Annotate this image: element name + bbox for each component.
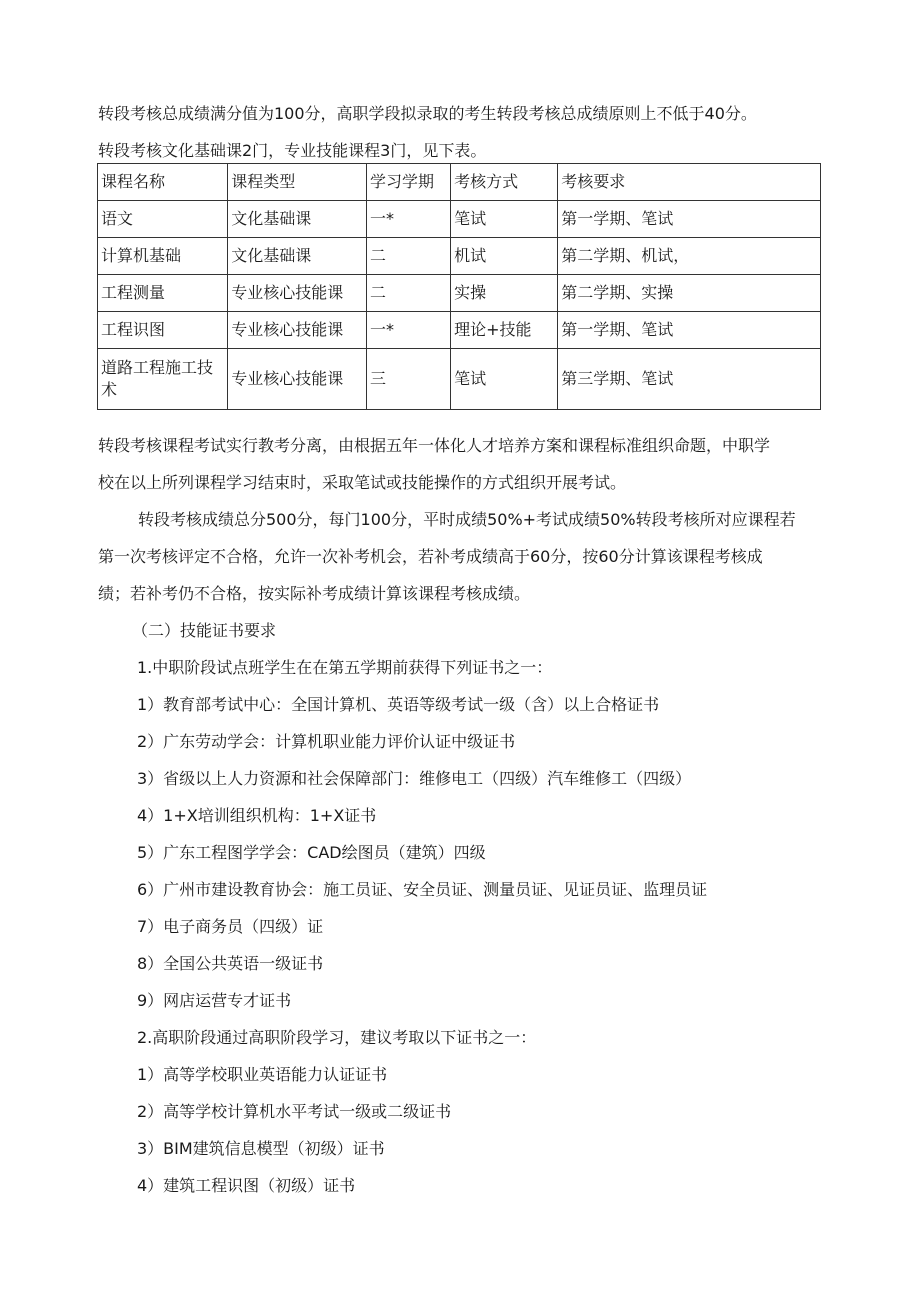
list-item: 9）网店运营专才证书 bbox=[137, 991, 292, 1010]
table-cell: 一* bbox=[367, 201, 451, 238]
table-cell: 理论+技能 bbox=[451, 312, 558, 349]
higher-cert-heading: 2.高职阶段通过高职阶段学习，建议考取以下证书之一： bbox=[137, 1028, 537, 1047]
table-cell: 工程测量 bbox=[98, 275, 228, 312]
list-item: 2）广东劳动学会：计算机职业能力评价认证中级证书 bbox=[137, 732, 516, 751]
list-item: 4）建筑工程识图（初级）证书 bbox=[137, 1176, 356, 1195]
table-cell: 计算机基础 bbox=[98, 238, 228, 275]
table-cell: 笔试 bbox=[451, 201, 558, 238]
table-cell: 二 bbox=[367, 275, 451, 312]
table-cell: 文化基础课 bbox=[228, 238, 367, 275]
table-cell: 三 bbox=[367, 349, 451, 410]
score-paragraph-line-1: 转段考核成绩总分500分，每门100分，平时成绩50%+考试成绩50%转段考核所对应课程若 bbox=[138, 510, 796, 529]
section-heading: （二）技能证书要求 bbox=[132, 621, 277, 640]
table-cell: 一* bbox=[367, 312, 451, 349]
table-row bbox=[98, 201, 821, 238]
table-row bbox=[98, 349, 821, 410]
table-cell: 第三学期、笔试 bbox=[558, 349, 821, 410]
list-item: 4）1+X培训组织机构：1+X证书 bbox=[137, 806, 377, 825]
score-paragraph-line-3: 绩；若补考仍不合格，按实际补考成绩计算该课程考核成绩。 bbox=[98, 584, 531, 603]
table-header-row bbox=[98, 164, 821, 201]
intro-line-2: 转段考核文化基础课2门，专业技能课程3门，见下表。 bbox=[98, 141, 487, 160]
list-item: 6）广州市建设教育协会：施工员证、安全员证、测量员证、见证员证、监理员证 bbox=[137, 880, 708, 899]
list-item: 5）广东工程图学学会：CAD绘图员（建筑）四级 bbox=[137, 843, 486, 862]
score-paragraph-line-2: 第一次考核评定不合格，允许一次补考机会，若补考成绩高于60分，按60分计算该课程考核成 bbox=[98, 547, 763, 566]
list-item: 1）教育部考试中心：全国计算机、英语等级考试一级（含）以上合格证书 bbox=[137, 695, 660, 714]
table-cell: 专业核心技能课 bbox=[228, 275, 367, 312]
list-item: 3）BIM建筑信息模型（初级）证书 bbox=[137, 1139, 385, 1158]
table-cell: 笔试 bbox=[451, 349, 558, 410]
table-row bbox=[98, 275, 821, 312]
table-cell: 第一学期、笔试 bbox=[558, 201, 821, 238]
table-cell: 第一学期、笔试 bbox=[558, 312, 821, 349]
table-cell: 专业核心技能课 bbox=[228, 312, 367, 349]
table-header-cell: 考核方式 bbox=[451, 164, 558, 201]
table-cell: 文化基础课 bbox=[228, 201, 367, 238]
intro-line-1: 转段考核总成绩满分值为100分，高职学段拟录取的考生转段考核总成绩原则上不低于40分。 bbox=[98, 104, 757, 123]
list-item: 1）高等学校职业英语能力认证证书 bbox=[137, 1065, 388, 1084]
table-cell: 二 bbox=[367, 238, 451, 275]
course-table bbox=[97, 163, 821, 410]
table-row bbox=[98, 238, 821, 275]
table-header-cell: 考核要求 bbox=[558, 164, 821, 201]
list-item: 8）全国公共英语一级证书 bbox=[137, 954, 324, 973]
exam-paragraph-line-1: 转段考核课程考试实行教考分离，由根据五年一体化人才培养方案和课程标准组织命题，中职学 bbox=[98, 436, 771, 455]
table-cell: 第二学期、实操 bbox=[558, 275, 821, 312]
table-header-cell: 课程名称 bbox=[98, 164, 228, 201]
secondary-cert-heading: 1.中职阶段试点班学生在在第五学期前获得下列证书之一： bbox=[137, 658, 553, 677]
table-header-cell: 学习学期 bbox=[367, 164, 451, 201]
table-header-cell: 课程类型 bbox=[228, 164, 367, 201]
table-cell: 第二学期、机试， bbox=[558, 238, 821, 275]
table-cell: 机试 bbox=[451, 238, 558, 275]
table-cell: 语文 bbox=[98, 201, 228, 238]
list-item: 7）电子商务员（四级）证 bbox=[137, 917, 324, 936]
exam-paragraph-line-2: 校在以上所列课程学习结束时，采取笔试或技能操作的方式组织开展考试。 bbox=[98, 473, 627, 492]
table-cell: 实操 bbox=[451, 275, 558, 312]
table-cell: 专业核心技能课 bbox=[228, 349, 367, 410]
table-cell: 道路工程施工技术 bbox=[98, 349, 228, 410]
list-item: 2）高等学校计算机水平考试一级或二级证书 bbox=[137, 1102, 452, 1121]
list-item: 3）省级以上人力资源和社会保障部门：维修电工（四级）汽车维修工（四级） bbox=[137, 769, 692, 788]
table-cell: 工程识图 bbox=[98, 312, 228, 349]
table-row bbox=[98, 312, 821, 349]
